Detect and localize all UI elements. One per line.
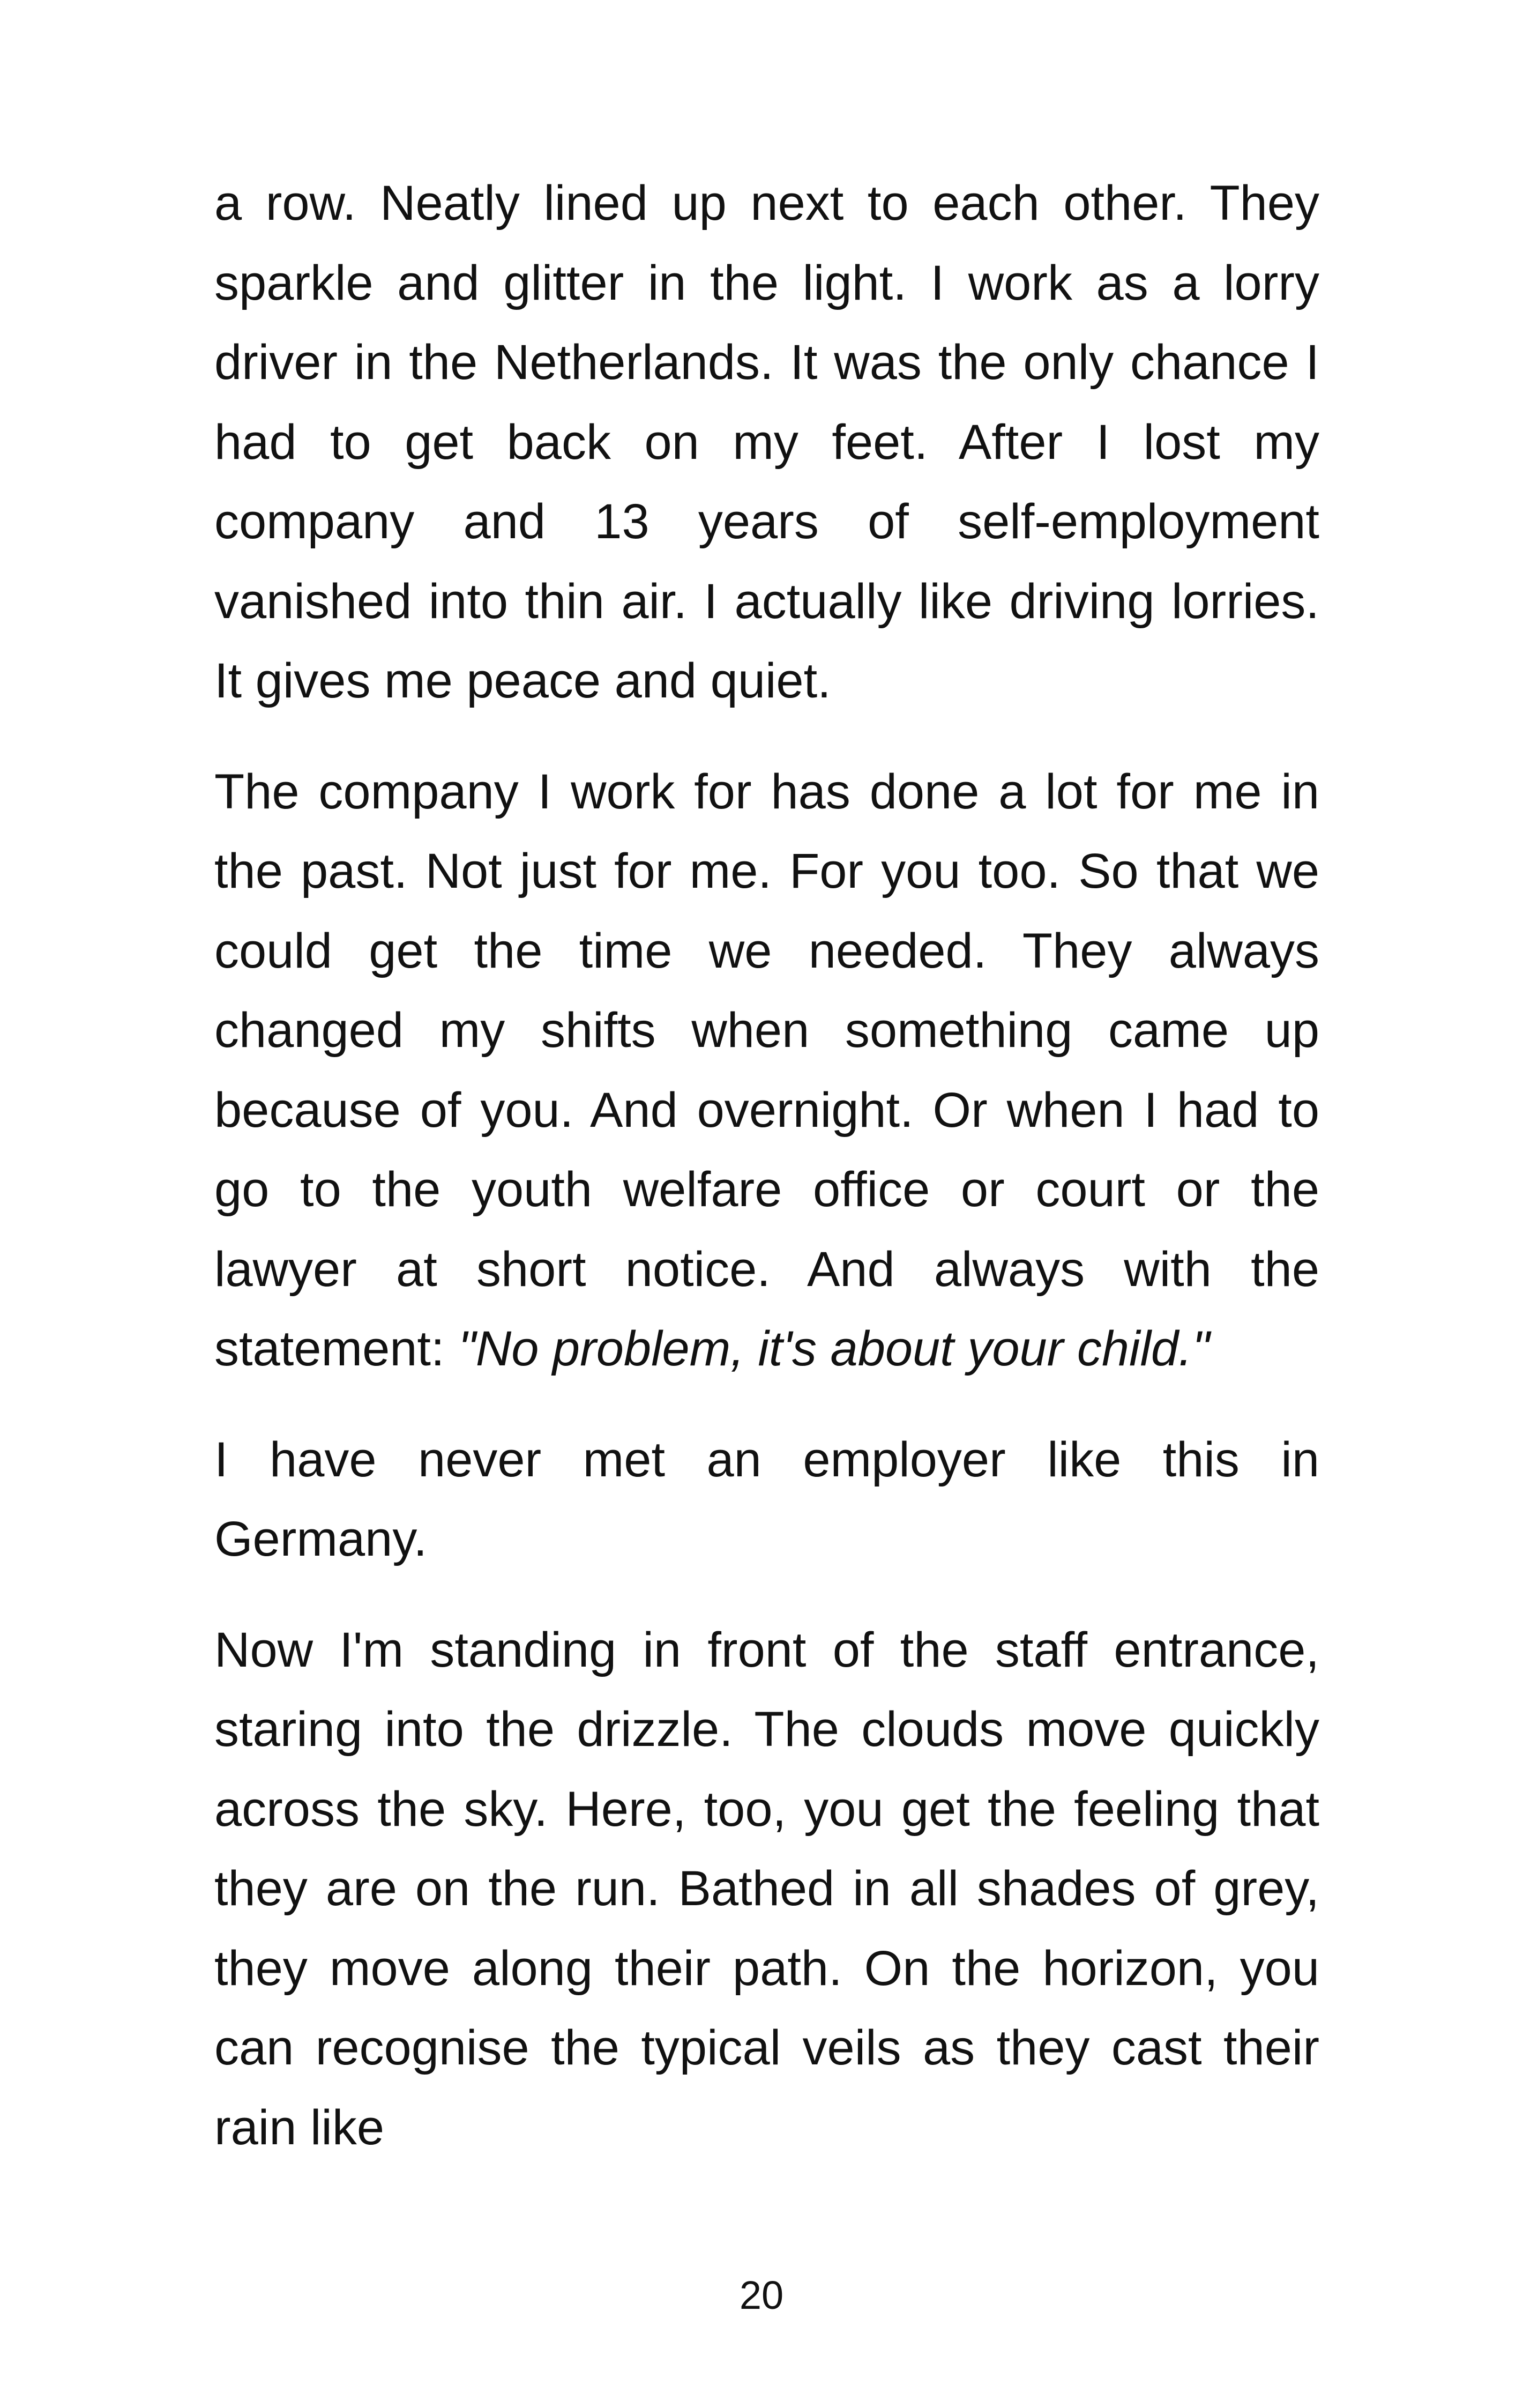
page-number: 20 bbox=[739, 2273, 784, 2317]
paragraph-4: Now I'm standing in front of the staff entrance, staring into the drizzle. The clouds move quickly across the sky. Here, too, you get the feeling that they are on the run. Bathed in all shades of grey, they move along their path. On the horizon, you can recognise the typical veils as they cast their rain like bbox=[214, 1622, 1319, 2155]
body-text bbox=[214, 163, 1319, 2198]
paragraph-2 bbox=[214, 752, 1319, 1389]
paragraph-3: I have never met an employer like this in Germany. bbox=[214, 1432, 1319, 1566]
paragraph-2-text: The company I work for has done a lot for me in the past. Not just for me. For you too. So that we could get the time we needed. They always changed my shifts when something came up because of you. And overnight. Or when I had to go to the youth welfare office or court or the lawyer at short notice. And always with the statement: bbox=[214, 764, 1319, 1376]
paragraph-2-quote: "No problem, it's about your child." bbox=[458, 1321, 1210, 1376]
paragraph-1: a row. Neatly lined up next to each other. They sparkle and glitter in the light. I work as a lorry driver in the Netherlands. It was the only chance I had to get back on my feet. After I lost my company and 13 years of self-employment vanished into thin air. I actually like driving lorries. It gives me peace and quiet. bbox=[214, 176, 1319, 708]
